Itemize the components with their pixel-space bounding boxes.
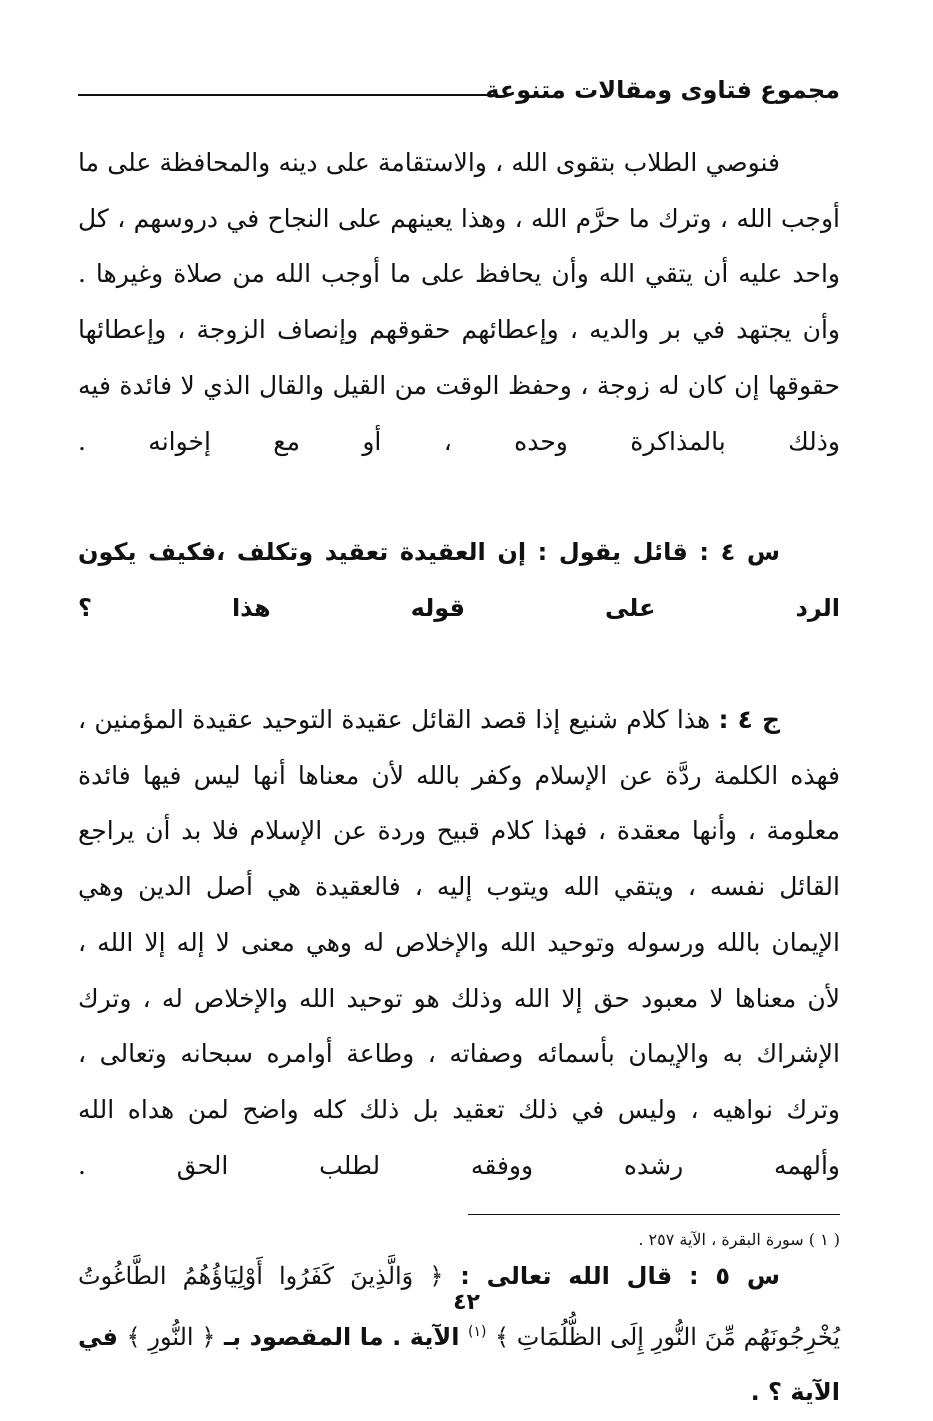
quran-verse: ﴿ وَالَّذِينَ كَفَرُوا أَوْلِيَاؤُهُمُ الطَّاغُوتُ يُخْرِجُونَهُم مِّنَ النُّورِ إِلَى الظُّلُمَاتِ ﴾	[78, 1262, 841, 1351]
paragraph-advice: فنوصي الطلاب بتقوى الله ، والاستقامة على دينه والمحافظة على ما أوجب الله ، وترك ما حرَّم الله ، وهذا يعينهم على النجاح في دروسهم ، كل واحد عليه أن يتقي الله وأن يحافظ على ما أوجب الله من صلاة وغيرها . وأن يجتهد في بر والديه ، وإعطائهم حقوقهم وإنصاف الزوجة ، وإعطائها حقوقها إن كان له زوجة ، وحفظ الوقت من القيل والقال الذي لا فائدة فيه وذلك بالمذاكرة وحده ، أو مع إخوانه .	[78, 148, 840, 456]
quran-word: ﴿ النُّورِ ﴾	[126, 1322, 216, 1351]
question-5-end: في الآية ؟ .	[78, 1322, 840, 1407]
question-5-lead: س ٥ : قال الله تعالى :	[460, 1262, 780, 1291]
page-number: ٤٢	[453, 1290, 480, 1315]
header-rule	[78, 94, 498, 96]
question-5	[78, 1249, 840, 1421]
footnote-ref: (١)	[467, 1323, 487, 1340]
answer-4	[78, 692, 840, 1249]
question-4: س ٤ : قائل يقول : إن العقيدة تعقيد وتكلف ،فكيف يكون الرد على قوله هذا ؟	[78, 537, 840, 622]
question-5-mid: الآية . ما المقصود بـ	[223, 1322, 460, 1351]
footnote-rule	[468, 1214, 840, 1215]
answer-4-label: ج ٤ :	[718, 705, 780, 735]
answer-4-text: هذا كلام شنيع إذا قصد القائل عقيدة التوحيد عقيدة المؤمنين ، فهذه الكلمة ردَّة عن الإسلام وكفر بالله لأن معناها أنها ليس فيها فائدة معلومة ، وأنها معقدة ، فهذا كلام قبيح وردة عن الإسلام فلا بد أن يراجع القائل نفسه ، ويتقي الله ويتوب إليه ، فالعقيدة هي أصل الدين وهي الإيمان بالله ورسوله وتوحيد الله والإخلاص له وهي معنى لا إله إلا الله ، لأن معناها لا معبود حق إلا الله وذلك هو توحيد الله والإخلاص له ، وترك الإشراك به والإيمان بأسمائه وصفاته ، وطاعة أوامره سبحانه وتعالى ، وترك نواهيه ، وليس في ذلك تعقيد بل ذلك كله واضح لمن هداه الله وألهمه رشده ووفقه لطلب الحق .	[78, 705, 840, 1180]
running-header-title: مجموع فتاوى ومقالات متنوعة	[485, 76, 840, 104]
footnote: ( ١ ) سورة البقرة ، الآية ٢٥٧ .	[638, 1230, 840, 1249]
